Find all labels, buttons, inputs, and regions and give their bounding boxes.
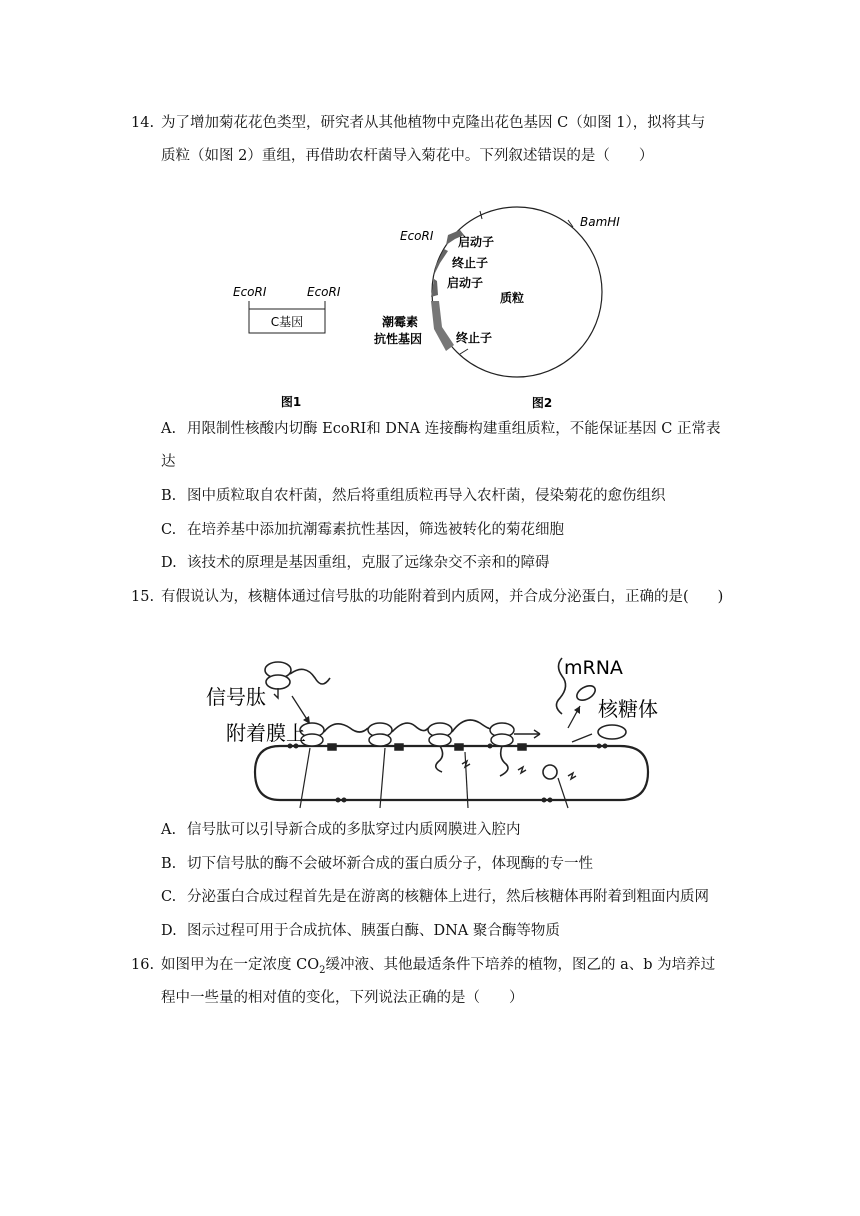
fig2-resistance-label-2: 抗性基因 xyxy=(374,332,423,346)
folded-protein xyxy=(543,765,557,779)
er-membrane xyxy=(255,746,648,800)
q14-option-c-text: 在培养基中添加抗潮霉素抗性基因，筛选被转化的菊花细胞 xyxy=(187,522,564,538)
q15-option-d-text: 图示过程可用于合成抗体、胰蛋白酶、DNA 聚合酶等物质 xyxy=(187,923,560,939)
pointer-line-4 xyxy=(558,778,568,808)
q15-stem xyxy=(131,587,723,607)
fig2-promoter1-label: 启动子 xyxy=(458,235,495,249)
label-mrna: mRNA xyxy=(564,657,623,679)
q16-stem-line1 xyxy=(131,955,715,981)
q14-option-a-text: 用限制性核酸内切酶 EcoRI和 DNA 连接酶构建重组质粒，不能保证基因 C 正常表 xyxy=(187,421,721,437)
release-arrow-2 xyxy=(572,734,592,742)
q14-option-a-letter: A. xyxy=(161,421,177,437)
q14-option-b xyxy=(161,486,666,506)
label-attach-membrane: 附着膜上 xyxy=(226,721,306,745)
q16-stem-pre: 如图甲为在一定浓度 CO xyxy=(161,957,320,973)
q14-option-d-text: 该技术的原理是基因重组，克服了远缘杂交不亲和的障碍 xyxy=(187,555,550,571)
fig1-ecori-right: EcoRⅠ xyxy=(307,285,341,299)
q14-option-b-text: 图中质粒取自农杆菌，然后将重组质粒再导入农杆菌，侵染菊花的愈伤组织 xyxy=(187,488,666,504)
q15-option-b xyxy=(161,854,593,874)
q14-option-a-cont: 达 xyxy=(161,454,176,470)
q15-figure xyxy=(200,648,670,813)
q14-option-d xyxy=(161,553,550,573)
fig2-terminator2-label: 终止子 xyxy=(456,331,493,345)
q15-option-c-letter: C. xyxy=(161,889,177,905)
free-mrna-strand xyxy=(290,669,330,684)
q15-option-b-text: 切下信号肽的酶不会破坏新合成的蛋白质分子，体现酶的专一性 xyxy=(187,856,593,872)
fig2-bamhi-label: BamHⅠ xyxy=(580,215,620,229)
q15-option-a xyxy=(161,820,521,840)
q14-stem-text1: 为了增加菊花花色类型，研究者从其他植物中克隆出花色基因 C（如图 1），拟将其与 xyxy=(161,115,706,131)
label-signal-peptide: 信号肽 xyxy=(206,685,266,709)
fig1-gene-label: C基因 xyxy=(270,315,304,329)
q14-option-d-letter: D. xyxy=(161,555,177,571)
released-small-subunit xyxy=(574,683,597,703)
q15-option-d-letter: D. xyxy=(161,923,177,939)
q14-figure2 xyxy=(370,205,640,415)
q14-stem-line1 xyxy=(131,113,705,133)
peptide-chain-2 xyxy=(500,746,508,776)
mrna-segment-1 xyxy=(324,724,368,732)
hygromycin-gene-segment xyxy=(431,301,454,351)
q15-option-b-letter: B. xyxy=(161,856,177,872)
q16-stem-line2: 程中一些量的相对值的变化，下列说法正确的是（ ） xyxy=(161,990,524,1006)
released-large-subunit xyxy=(598,725,626,739)
peptide-chain-1 xyxy=(436,746,443,772)
q15-option-c xyxy=(161,887,709,907)
q14-option-c xyxy=(161,520,564,540)
membrane-dots xyxy=(288,744,608,803)
plasmid-tick-bottom xyxy=(460,349,468,354)
q14-option-a xyxy=(161,419,721,439)
q15-option-a-text: 信号肽可以引导新合成的多肽穿过内质网膜进入腔内 xyxy=(187,822,521,838)
q14-figure1 xyxy=(225,275,365,415)
mrna-segment-3 xyxy=(452,720,490,732)
q15-option-d xyxy=(161,921,560,941)
q16-stem-subscript: 2 xyxy=(319,964,326,976)
fig2-promoter2-label: 启动子 xyxy=(447,276,484,290)
cleaved-signal-2 xyxy=(518,767,526,773)
fig1-ecori-left: EcoRⅠ xyxy=(233,285,267,299)
q15-number: 15. xyxy=(131,589,155,605)
cleaved-signal-3 xyxy=(568,773,576,779)
fig2-caption: 图2 xyxy=(531,396,553,410)
fig2-ecori-label: EcoRⅠ xyxy=(400,229,434,243)
free-ribosome-small-subunit xyxy=(266,675,290,689)
q16-stem-post: 缓冲液、其他最适条件下培养的植物，图乙的 a、b 为培养过 xyxy=(325,957,716,973)
q15-option-c-text: 分泌蛋白合成过程首先是在游离的核糖体上进行，然后核糖体再附着到粗面内质网 xyxy=(187,889,709,905)
label-ribosome: 核糖体 xyxy=(598,697,658,721)
fig1-caption: 图1 xyxy=(280,395,302,409)
q16-number: 16. xyxy=(131,957,155,973)
fig2-terminator1-label: 终止子 xyxy=(452,256,489,270)
q14-option-b-letter: B. xyxy=(161,488,177,504)
q14-stem-line2: 质粒（如图 2）重组，再借助农杆菌导入菊花中。下列叙述错误的是（ ） xyxy=(161,148,654,164)
q15-stem-text: 有假说认为，核糖体通过信号肽的功能附着到内质网，并合成分泌蛋白，正确的是( ) xyxy=(161,589,724,605)
fig2-resistance-label-1: 潮霉素 xyxy=(382,315,419,329)
q15-option-a-letter: A. xyxy=(161,822,177,838)
mrna-segment-2 xyxy=(392,723,428,732)
q14-option-c-letter: C. xyxy=(161,522,177,538)
fig2-plasmid-label: 质粒 xyxy=(500,291,525,305)
q14-number: 14. xyxy=(131,115,155,131)
